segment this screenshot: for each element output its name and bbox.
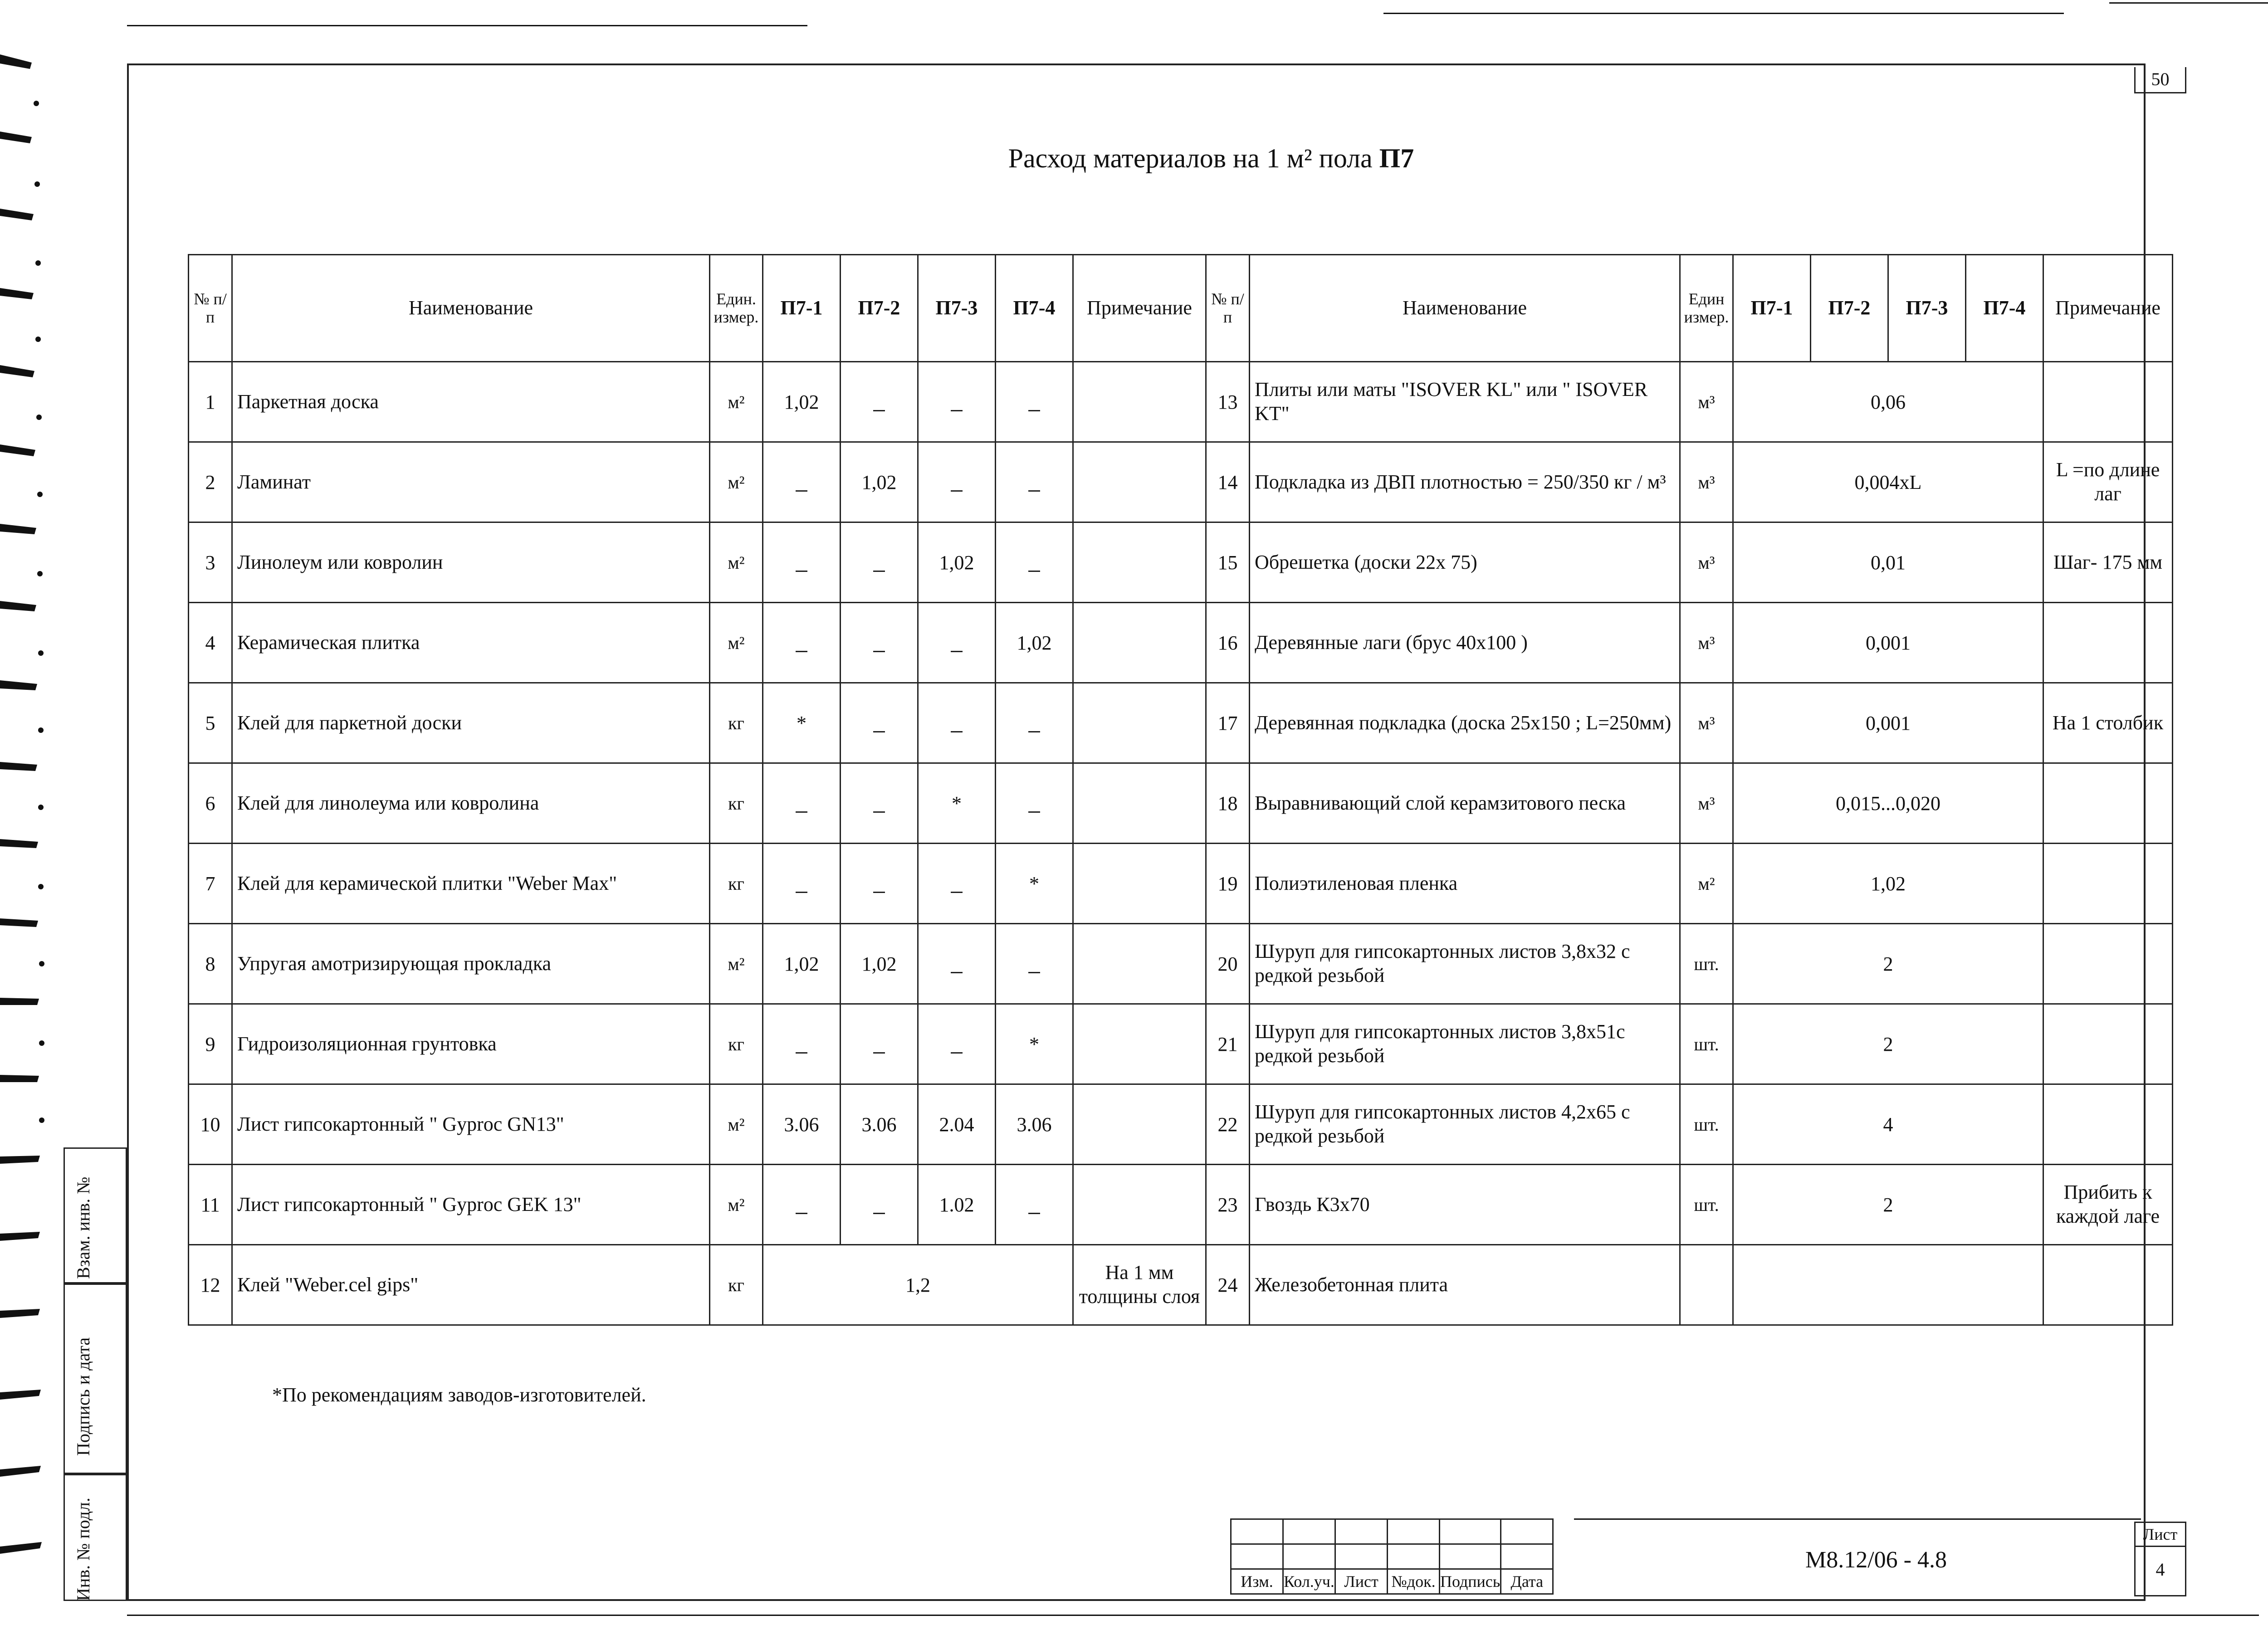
header-p2-right: П7-2	[1811, 255, 1888, 362]
material-name: Клей для керамической плитки "Weber Max"	[232, 844, 710, 924]
page-title	[680, 143, 1742, 174]
header-unit: Един. измер.	[710, 255, 763, 362]
dash-mark	[1028, 571, 1040, 572]
note	[1073, 1084, 1206, 1165]
value-p4: 3.06	[996, 1084, 1073, 1165]
note	[2043, 1084, 2173, 1165]
row-number: 12	[189, 1245, 232, 1325]
table-row	[189, 1245, 2173, 1325]
unit: кг	[710, 683, 763, 763]
row-number: 4	[189, 603, 232, 683]
dash-mark	[1028, 811, 1040, 813]
value-p3: 1,02	[918, 522, 996, 603]
value-p4	[996, 924, 1073, 1004]
value-p2	[841, 844, 918, 924]
value-p4	[996, 522, 1073, 603]
dash-mark	[951, 1052, 963, 1054]
value-p1	[763, 522, 841, 603]
table-row	[189, 362, 2173, 442]
unit: шт.	[1680, 1165, 1733, 1245]
header-p1-right: П7-1	[1733, 255, 1811, 362]
stamp-col-label: Кол.уч.	[1283, 1569, 1335, 1594]
material-name: Шуруп для гипсокартонных листов 3,8х51с редкой резьбой	[1250, 1004, 1680, 1084]
value-merged: 0,015...0,020	[1733, 763, 2043, 844]
stamp-top-line	[1574, 1518, 2141, 1520]
note: Прибить к каждой лаге	[2043, 1165, 2173, 1245]
row-number: 3	[189, 522, 232, 603]
unit: шт.	[1680, 1084, 1733, 1165]
row-number: 5	[189, 683, 232, 763]
note: Шаг- 175 мм	[2043, 522, 2173, 603]
material-name: Железобетонная плита	[1250, 1245, 1680, 1325]
header-name: Наименование	[232, 255, 710, 362]
row-number: 7	[189, 844, 232, 924]
value-p2	[841, 362, 918, 442]
value-p1: 1,02	[763, 924, 841, 1004]
material-name: Гвоздь К3х70	[1250, 1165, 1680, 1245]
value-p3: *	[918, 763, 996, 844]
row-number: 8	[189, 924, 232, 1004]
unit: м³	[1680, 522, 1733, 603]
unit: кг	[710, 1245, 763, 1325]
value-p3	[918, 603, 996, 683]
value-merged: 0,06	[1733, 362, 2043, 442]
unit: м³	[1680, 683, 1733, 763]
dash-mark	[873, 811, 885, 813]
note	[1073, 924, 1206, 1004]
dash-mark	[951, 410, 963, 411]
note	[2043, 924, 2173, 1004]
dash-mark	[951, 490, 963, 492]
binding-marks	[0, 36, 54, 1615]
note: На 1 столбик	[2043, 683, 2173, 763]
title-bold: П7	[1379, 143, 1414, 173]
value-p1	[763, 844, 841, 924]
row-number: 18	[1206, 763, 1250, 844]
unit: м³	[1680, 603, 1733, 683]
note	[1073, 603, 1206, 683]
value-p1	[763, 763, 841, 844]
row-number: 10	[189, 1084, 232, 1165]
header-p3: П7-3	[918, 255, 996, 362]
material-name: Лист гипсокартонный " Gyproc GEK 13"	[232, 1165, 710, 1245]
sheet-number: 4	[2156, 1559, 2165, 1580]
value-p3	[918, 844, 996, 924]
material-name: Полиэтиленовая пленка	[1250, 844, 1680, 924]
material-name: Упругая амотризирующая прокладка	[232, 924, 710, 1004]
value-p3: 2.04	[918, 1084, 996, 1165]
row-number: 14	[1206, 442, 1250, 522]
sheet-box	[2134, 1522, 2186, 1596]
value-p3: 1.02	[918, 1165, 996, 1245]
dash-mark	[1028, 490, 1040, 492]
value-merged: 0,001	[1733, 683, 2043, 763]
value-merged: 2	[1733, 1004, 2043, 1084]
dash-mark	[796, 1213, 807, 1214]
stamp-col-label: №док.	[1388, 1569, 1440, 1594]
dash-mark	[873, 410, 885, 411]
materials-table	[188, 254, 2173, 1326]
note	[1073, 1004, 1206, 1084]
row-number: 2	[189, 442, 232, 522]
row-number: 15	[1206, 522, 1250, 603]
value-p1: 1,02	[763, 362, 841, 442]
row-number: 23	[1206, 1165, 1250, 1245]
unit: м²	[1680, 844, 1733, 924]
value-p1	[763, 603, 841, 683]
material-name: Лист гипсокартонный " Gyproc GN13"	[232, 1084, 710, 1165]
value-merged: 0,004xL	[1733, 442, 2043, 522]
side-label-vzam: Взам. инв. №	[73, 1176, 93, 1279]
value-p4: *	[996, 844, 1073, 924]
value-merged: 1,2	[763, 1245, 1073, 1325]
unit: кг	[710, 844, 763, 924]
table-row	[189, 1084, 2173, 1165]
row-number: 24	[1206, 1245, 1250, 1325]
value-p1	[763, 442, 841, 522]
value-p4	[996, 683, 1073, 763]
unit: м³	[1680, 763, 1733, 844]
dash-mark	[796, 811, 807, 813]
bottom-stray-line	[127, 1615, 2259, 1616]
note	[1073, 362, 1206, 442]
unit: м³	[1680, 442, 1733, 522]
material-name: Клей для паркетной доски	[232, 683, 710, 763]
table-row	[189, 522, 2173, 603]
row-number: 22	[1206, 1084, 1250, 1165]
dash-mark	[796, 651, 807, 652]
row-number: 6	[189, 763, 232, 844]
note	[2043, 362, 2173, 442]
material-name: Деревянные лаги (брус 40х100 )	[1250, 603, 1680, 683]
dash-mark	[951, 972, 963, 973]
value-p1: 3.06	[763, 1084, 841, 1165]
value-p4	[996, 1165, 1073, 1245]
value-p1: *	[763, 683, 841, 763]
table-row	[189, 844, 2173, 924]
unit: шт.	[1680, 1004, 1733, 1084]
header-num-right: № п/п	[1206, 255, 1250, 362]
value-p3	[918, 924, 996, 1004]
header-p4-right: П7-4	[1966, 255, 2043, 362]
value-merged: 1,02	[1733, 844, 2043, 924]
title-text: Расход материалов на 1 м² пола	[1008, 143, 1373, 173]
stamp-col-label: Подпись	[1440, 1569, 1501, 1594]
row-number: 19	[1206, 844, 1250, 924]
material-name: Подкладка из ДВП плотностью = 250/350 кг / м³	[1250, 442, 1680, 522]
dash-mark	[796, 892, 807, 893]
note	[1073, 522, 1206, 603]
material-name: Плиты или маты "ISOVER KL" или " ISOVER KT"	[1250, 362, 1680, 442]
value-p2	[841, 603, 918, 683]
value-p1	[763, 1004, 841, 1084]
row-number: 17	[1206, 683, 1250, 763]
unit: м²	[710, 924, 763, 1004]
unit: кг	[710, 1004, 763, 1084]
material-name: Керамическая плитка	[232, 603, 710, 683]
side-label-inv: Инв. № подл.	[73, 1498, 93, 1601]
top-right-stray-line-2	[2109, 2, 2268, 4]
material-name: Шуруп для гипсокартонных листов 3,8х32 с редкой резьбой	[1250, 924, 1680, 1004]
value-p2	[841, 522, 918, 603]
note	[1073, 1165, 1206, 1245]
value-merged: 2	[1733, 924, 2043, 1004]
table-row	[189, 1165, 2173, 1245]
unit: м²	[710, 1084, 763, 1165]
dash-mark	[796, 571, 807, 572]
dash-mark	[951, 731, 963, 732]
top-right-stray-line	[1383, 13, 2064, 14]
dash-mark	[1028, 731, 1040, 732]
footnote: *По рекомендациям заводов-изготовителей.	[272, 1384, 646, 1406]
dash-mark	[951, 892, 963, 893]
sheet-label: Лист	[2136, 1523, 2185, 1547]
stamp-col-label: Изм.	[1231, 1569, 1283, 1594]
value-p2: 3.06	[841, 1084, 918, 1165]
unit: м²	[710, 362, 763, 442]
side-label-podpis: Подпись и дата	[73, 1337, 93, 1456]
table-row	[189, 924, 2173, 1004]
title-block-table	[1230, 1518, 1554, 1595]
row-number: 20	[1206, 924, 1250, 1004]
header-unit-right: Един измер.	[1680, 255, 1733, 362]
stamp-col-label: Дата	[1501, 1569, 1553, 1594]
value-merged: 0,001	[1733, 603, 2043, 683]
unit: кг	[710, 763, 763, 844]
material-name: Гидроизоляционная грунтовка	[232, 1004, 710, 1084]
header-num: № п/п	[189, 255, 232, 362]
value-p2: 1,02	[841, 442, 918, 522]
note: На 1 мм толщины слоя	[1073, 1245, 1206, 1325]
unit: шт.	[1680, 924, 1733, 1004]
page-number: 50	[2134, 67, 2186, 93]
note	[2043, 603, 2173, 683]
dash-mark	[951, 651, 963, 652]
value-merged: 0,01	[1733, 522, 2043, 603]
dash-mark	[873, 1052, 885, 1054]
material-name: Деревянная подкладка (доска 25х150 ; L=250мм)	[1250, 683, 1680, 763]
dash-mark	[796, 1052, 807, 1054]
table-row	[189, 763, 2173, 844]
dash-mark	[873, 731, 885, 732]
material-name: Ламинат	[232, 442, 710, 522]
header-p4: П7-4	[996, 255, 1073, 362]
row-number: 1	[189, 362, 232, 442]
value-p1	[763, 1165, 841, 1245]
stamp-col-label: Лист	[1335, 1569, 1388, 1594]
table-row	[189, 603, 2173, 683]
value-p2	[841, 1004, 918, 1084]
row-number: 13	[1206, 362, 1250, 442]
value-p4	[996, 362, 1073, 442]
value-merged	[1733, 1245, 2043, 1325]
note	[1073, 763, 1206, 844]
value-p4: *	[996, 1004, 1073, 1084]
document-number: М8.12/06 - 4.8	[1805, 1547, 1947, 1573]
value-p3	[918, 1004, 996, 1084]
table-header-row	[189, 255, 2173, 362]
top-stray-line	[127, 25, 807, 26]
note	[2043, 763, 2173, 844]
value-p4	[996, 442, 1073, 522]
value-p3	[918, 362, 996, 442]
row-number: 16	[1206, 603, 1250, 683]
dash-mark	[873, 1213, 885, 1214]
row-number: 9	[189, 1004, 232, 1084]
header-p1: П7-1	[763, 255, 841, 362]
value-p4	[996, 763, 1073, 844]
note	[1073, 844, 1206, 924]
header-p2: П7-2	[841, 255, 918, 362]
unit: м²	[710, 522, 763, 603]
note	[2043, 1245, 2173, 1325]
value-merged: 2	[1733, 1165, 2043, 1245]
unit: м²	[710, 603, 763, 683]
value-p2	[841, 683, 918, 763]
note	[2043, 844, 2173, 924]
header-note: Примечание	[1073, 255, 1206, 362]
value-p2	[841, 763, 918, 844]
dash-mark	[873, 892, 885, 893]
table-row	[189, 683, 2173, 763]
material-name: Обрешетка (доски 22х 75)	[1250, 522, 1680, 603]
dash-mark	[873, 571, 885, 572]
dash-mark	[1028, 972, 1040, 973]
value-p2	[841, 1165, 918, 1245]
value-p4: 1,02	[996, 603, 1073, 683]
table-row	[189, 442, 2173, 522]
value-p3	[918, 683, 996, 763]
material-name: Клей для линолеума или ковролина	[232, 763, 710, 844]
dash-mark	[873, 651, 885, 652]
unit: м²	[710, 1165, 763, 1245]
header-name-right: Наименование	[1250, 255, 1680, 362]
material-name: Линолеум или ковролин	[232, 522, 710, 603]
note	[2043, 1004, 2173, 1084]
table-row	[189, 1004, 2173, 1084]
material-name: Шуруп для гипсокартонных листов 4,2х65 с редкой резьбой	[1250, 1084, 1680, 1165]
header-p3-right: П7-3	[1888, 255, 1966, 362]
header-note-right: Примечание	[2043, 255, 2173, 362]
value-merged: 4	[1733, 1084, 2043, 1165]
note	[1073, 442, 1206, 522]
dash-mark	[796, 490, 807, 492]
dash-mark	[1028, 410, 1040, 411]
note: L =по длине лаг	[2043, 442, 2173, 522]
material-name: Паркетная доска	[232, 362, 710, 442]
value-p2: 1,02	[841, 924, 918, 1004]
dash-mark	[1028, 1213, 1040, 1214]
row-number: 21	[1206, 1004, 1250, 1084]
unit: м²	[710, 442, 763, 522]
row-number: 11	[189, 1165, 232, 1245]
material-name: Выравнивающий слой керамзитового песка	[1250, 763, 1680, 844]
value-p3	[918, 442, 996, 522]
material-name: Клей "Weber.cel gips"	[232, 1245, 710, 1325]
unit: м³	[1680, 362, 1733, 442]
note	[1073, 683, 1206, 763]
unit	[1680, 1245, 1733, 1325]
